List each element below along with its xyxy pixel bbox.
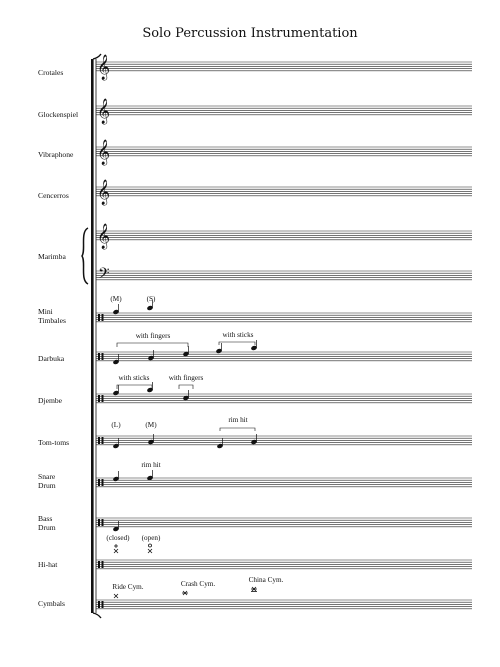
page-title: Solo Percussion Instrumentation	[142, 26, 358, 41]
note-snare	[147, 470, 153, 481]
note-tom	[251, 434, 257, 445]
note-darbuka	[251, 340, 257, 351]
staff-marimba-bass	[96, 271, 472, 280]
bracket-darbuka-sticks	[219, 342, 255, 345]
staff-bass-drum	[96, 518, 472, 527]
bracket-djembe-fingers	[179, 385, 193, 389]
staff-snare-drum	[96, 478, 472, 487]
marimba-brace	[82, 228, 88, 284]
staff-label-cymbals: Cymbals	[38, 599, 66, 608]
bass-clef-icon: 𝄢	[98, 265, 110, 286]
staff-hi-hat	[96, 560, 472, 569]
note-timbales-m	[113, 304, 119, 315]
annotation-hihat-open: (open)	[141, 534, 161, 542]
hihat-closed-notehead	[114, 544, 118, 553]
staff-mini-timbales	[96, 313, 472, 322]
staff-label-djembe: Djembe	[38, 396, 63, 405]
annotation-darbuka-sticks: with sticks	[222, 331, 254, 339]
treble-clef-icon: 𝄞	[97, 55, 111, 80]
note-djembe	[113, 385, 119, 396]
staff-label-tom-toms: Tom-toms	[38, 438, 70, 447]
ride-cymbal-notehead	[114, 594, 118, 598]
note-tom	[217, 438, 223, 449]
treble-clef-icon: 𝄞	[97, 180, 111, 205]
annotation-china-cym: China Cym.	[248, 576, 284, 584]
annotation-darbuka-fingers: with fingers	[135, 332, 171, 340]
annotation-djembe-sticks: with sticks	[118, 374, 150, 382]
annotation-crash-cym: Crash Cym.	[180, 580, 216, 588]
note-snare	[113, 471, 119, 482]
hihat-open-notehead	[148, 544, 152, 553]
annotation-timbales-s: (S)	[146, 295, 156, 303]
treble-clef-icon: 𝄞	[97, 99, 111, 124]
staff-vibraphone	[96, 147, 472, 156]
bracket-toms-rim	[220, 428, 255, 431]
china-cymbal-notehead	[251, 587, 257, 592]
staff-cymbals	[96, 600, 472, 609]
note-djembe	[183, 390, 189, 401]
annotation-toms-m: (M)	[145, 421, 157, 429]
note-darbuka	[113, 354, 119, 365]
staff-label-mini-timbales: Mini Timbales	[38, 307, 66, 326]
annotation-timbales-m: (M)	[110, 295, 122, 303]
annotation-snare-rim: rim hit	[141, 461, 161, 469]
staff-marimba-treble	[96, 231, 472, 240]
staff-crotales	[96, 62, 472, 71]
annotation-toms-rim: rim hit	[228, 416, 248, 424]
staff-glockenspiel	[96, 106, 472, 115]
crash-cymbal-notehead	[182, 591, 188, 595]
staff-label-vibraphone: Vibraphone	[38, 150, 74, 159]
annotation-djembe-fingers: with fingers	[168, 374, 204, 382]
bracket-darbuka-fingers	[117, 343, 188, 347]
note-darbuka	[148, 350, 154, 361]
staff-label-crotales: Crotales	[38, 68, 64, 77]
staff-label-hi-hat: Hi-hat	[38, 560, 58, 569]
staff-cencerros	[96, 187, 472, 196]
staff-label-darbuka: Darbuka	[38, 354, 65, 363]
staff-label-glockenspiel: Glockenspiel	[38, 110, 79, 119]
note-darbuka	[183, 346, 189, 357]
annotation-toms-l: (L)	[111, 421, 121, 429]
bracket-djembe-sticks	[117, 385, 152, 389]
staff-label-cencerros: Cencerros	[38, 191, 69, 200]
annotation-ride-cym: Ride Cym.	[112, 583, 144, 591]
staff-label-snare-drum: Snare Drum	[38, 472, 56, 491]
annotation-hihat-closed: (closed)	[106, 534, 130, 542]
staff-label-marimba: Marimba	[38, 252, 66, 261]
note-tom	[148, 434, 154, 445]
treble-clef-icon: 𝄞	[97, 224, 111, 249]
staff-label-bass-drum: Bass Drum	[38, 514, 56, 533]
treble-clef-icon: 𝄞	[97, 140, 111, 165]
staff-djembe	[96, 394, 472, 403]
note-tom	[113, 438, 119, 449]
